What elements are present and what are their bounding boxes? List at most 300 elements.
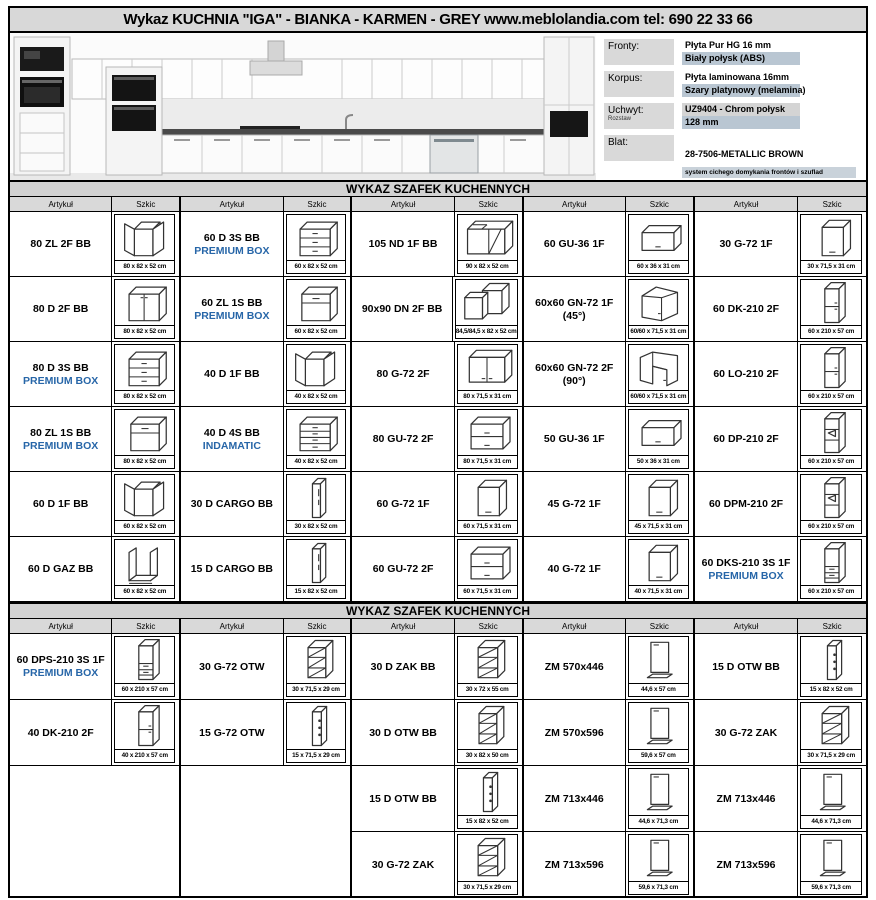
article-cell	[524, 832, 626, 897]
spec-row-blat	[604, 135, 864, 161]
header-pair	[352, 619, 523, 634]
article-code: 40 D 1F BB	[204, 368, 260, 380]
article-code: 15 D CARGO BB	[190, 563, 273, 575]
dimensions-label: 40 x 71,5 x 31 cm	[629, 585, 688, 598]
sketch-cell	[798, 407, 866, 471]
catalog-cell-pair	[352, 472, 523, 537]
article-code: (90°)	[562, 374, 586, 387]
sketch-box	[457, 834, 518, 895]
dimensions-label: 44,6 x 57 cm	[629, 683, 688, 696]
header-pair	[695, 619, 866, 634]
dimensions-label: 60 x 82 x 52 cm	[115, 520, 174, 533]
sketch-cell	[626, 766, 693, 831]
col-header-artykul: Artykuł	[10, 197, 112, 211]
base-2door-icon	[115, 280, 174, 325]
sketch-cell	[112, 212, 179, 276]
open-narrow-icon	[287, 703, 346, 749]
empty-sketch-cell	[112, 832, 179, 897]
dimensions-label: 30 x 72 x 55 cm	[458, 683, 517, 696]
article-code: 30 D ZAK BB	[370, 660, 436, 673]
col-header-szkic: Szkic	[307, 621, 327, 631]
article-code: 60 DKS-210 3S 1F	[701, 556, 791, 569]
article-code: 90x90 DN 2F BB	[361, 303, 443, 315]
sketch-box	[286, 702, 347, 763]
sketch-cell	[455, 700, 522, 765]
col-header-szkic: Szkic	[136, 621, 156, 631]
article-cell	[181, 700, 283, 765]
spec-value: Płyta laminowana 16mm	[685, 72, 790, 82]
sketch-box	[628, 409, 689, 469]
sketch-box	[800, 474, 862, 534]
sketch-cell	[284, 472, 351, 536]
drawers-4-icon	[287, 410, 346, 455]
article-code: 60 ZL 1S BB	[201, 296, 263, 309]
section-title: WYKAZ SZAFEK KUCHENNYCH	[10, 602, 866, 619]
base-open-icon	[115, 475, 174, 520]
shelf-open-icon	[287, 637, 346, 683]
col-header-artykul: Artykuł	[524, 619, 626, 633]
dimensions-label: 40 x 210 x 57 cm	[115, 749, 174, 762]
base-open-icon	[287, 345, 346, 390]
tall-drawers-icon	[801, 540, 861, 585]
spec-label: Blat:	[604, 135, 674, 161]
dimensions-label: 60 x 210 x 57 cm	[801, 520, 861, 533]
article-cell	[10, 342, 112, 406]
sketch-box	[286, 279, 347, 339]
sketch-box	[114, 279, 175, 339]
article-cell	[181, 407, 283, 471]
article-cell	[352, 700, 454, 765]
article-cell	[695, 634, 799, 699]
sketch-box	[628, 702, 689, 763]
column-header-row	[10, 619, 866, 634]
spec-sublabel: Rozstaw	[608, 116, 632, 122]
wall-2door-icon	[458, 345, 517, 390]
spec-value: Biały połysk (ABS)	[682, 52, 800, 65]
dimensions-label: 80 x 82 x 52 cm	[115, 325, 174, 338]
catalog-cell-pair	[524, 342, 695, 407]
article-cell	[695, 472, 799, 536]
section-title: WYKAZ SZAFEK KUCHENNYCH	[10, 180, 866, 197]
article-code: 80 G-72 2F	[376, 368, 430, 380]
cargo-icon	[287, 540, 346, 585]
sketch-cell	[626, 472, 693, 536]
wall-low-icon	[629, 215, 688, 260]
sketch-box	[800, 768, 862, 829]
sketch-box	[800, 279, 862, 339]
sketch-box	[628, 636, 689, 697]
dimensions-label: 60 x 71,5 x 31 cm	[458, 520, 517, 533]
article-cell	[352, 407, 454, 471]
header-pair	[695, 197, 866, 212]
empty-article-cell	[181, 832, 283, 897]
catalog-cell-pair	[181, 537, 352, 602]
article-code: ZM 570x596	[544, 726, 604, 739]
article-cell	[695, 766, 799, 831]
article-cell	[181, 472, 283, 536]
col-header-artykul: Artykuł	[524, 197, 626, 211]
empty-article-cell	[10, 766, 112, 832]
dimensions-label: 60 x 210 x 57 cm	[801, 325, 861, 338]
sketch-cell	[455, 832, 522, 897]
article-cell	[524, 700, 626, 765]
wall-flap-2-icon	[458, 410, 517, 455]
sketch-cell	[455, 212, 522, 276]
document-page	[8, 6, 868, 898]
catalog-cell-pair	[352, 407, 523, 472]
catalog-cell-pair	[181, 832, 352, 898]
article-code: 60 D 3S BB	[203, 231, 260, 244]
hero-section	[10, 33, 866, 180]
col-header-szkic: Szkic	[478, 199, 498, 209]
sketch-box	[114, 539, 175, 599]
article-code: 30 G-72 1F	[719, 238, 773, 250]
sketch-cell	[284, 277, 351, 341]
dimensions-label: 80 x 71,5 x 31 cm	[458, 455, 517, 468]
article-cell	[10, 212, 112, 276]
table-row	[10, 212, 866, 277]
sketch-cell	[626, 700, 693, 765]
catalog-cell-pair	[352, 342, 523, 407]
article-cell	[695, 537, 799, 601]
catalog-cell-pair	[695, 766, 866, 832]
dimensions-label: 84,5/84,5 x 82 x 52 cm	[456, 325, 517, 338]
col-header-szkic: Szkic	[478, 621, 498, 631]
catalog-cell-pair	[10, 766, 181, 832]
silent-close-note: system cichego domykania frontów i szuflad	[682, 167, 856, 178]
tall-2door-icon	[801, 280, 861, 325]
dimensions-label: 90 x 82 x 52 cm	[458, 260, 517, 273]
article-code: 60 D 1F BB	[32, 498, 89, 510]
sketch-cell	[112, 634, 179, 699]
dimensions-label: 60 x 210 x 57 cm	[801, 585, 861, 598]
empty-article-cell	[181, 766, 283, 832]
catalog-cell-pair	[181, 700, 352, 766]
wall-door-icon	[458, 475, 517, 520]
catalog-cell-pair	[524, 407, 695, 472]
sketch-cell	[626, 537, 693, 601]
article-code: ZM 713x596	[716, 858, 776, 871]
catalog-cell-pair	[695, 537, 866, 602]
article-cell	[524, 407, 626, 471]
catalog-cell-pair	[352, 832, 523, 898]
catalog-cell-pair	[181, 634, 352, 700]
corner-base-icon	[456, 280, 517, 325]
title-bar	[10, 8, 866, 33]
article-cell	[352, 832, 454, 897]
sketch-box	[286, 344, 347, 404]
article-cell	[181, 212, 283, 276]
article-code: 105 ND 1F BB	[368, 238, 438, 250]
spec-value: Płyta Pur HG 16 mm	[685, 40, 772, 50]
col-header-szkic: Szkic	[822, 621, 842, 631]
frame-open-icon	[115, 540, 174, 585]
sketch-box	[800, 702, 862, 763]
catalog-cell-pair	[524, 472, 695, 537]
dimensions-label: 44,6 x 71,3 cm	[629, 815, 688, 828]
sketch-cell	[798, 700, 866, 765]
wall-door-icon	[629, 475, 688, 520]
dimensions-label: 60 x 82 x 52 cm	[287, 260, 346, 273]
article-code: 60x60 GN-72 2F	[535, 361, 614, 374]
sketch-cell	[455, 472, 522, 536]
shelf-rounded-icon	[458, 835, 517, 881]
sketch-box	[457, 344, 518, 404]
tall-drawers-icon	[115, 637, 174, 683]
panel-icon	[629, 703, 688, 749]
spec-value: Szary platynowy (melamina)	[682, 84, 800, 97]
spec-value: 28-7506-METALLIC BROWN	[685, 149, 804, 159]
sketch-box	[114, 702, 175, 763]
table-row	[10, 700, 866, 766]
table-row	[10, 766, 866, 832]
sketch-cell	[284, 700, 351, 765]
dimensions-label: 59,6 x 71,3 cm	[629, 881, 688, 894]
sketch-cell	[112, 407, 179, 471]
catalog-cell-pair	[524, 212, 695, 277]
article-code: 45 G-72 1F	[547, 498, 601, 510]
col-header-artykul: Artykuł	[695, 619, 799, 633]
dimensions-label: 44,6 x 71,3 cm	[801, 815, 861, 828]
catalog-cell-pair	[352, 766, 523, 832]
sketch-box	[800, 214, 862, 274]
sketch-cell	[112, 537, 179, 601]
sketch-box	[457, 409, 518, 469]
dimensions-label: 60 x 82 x 52 cm	[115, 585, 174, 598]
base-flap-icon	[287, 280, 346, 325]
catalog-cell-pair	[695, 342, 866, 407]
sketch-cell	[455, 766, 522, 831]
sketch-box	[286, 409, 347, 469]
panel-icon	[629, 835, 688, 881]
sketch-box	[114, 636, 175, 697]
catalog-cell-pair	[352, 700, 523, 766]
article-code: 40 DK-210 2F	[27, 726, 94, 739]
col-header-artykul: Artykuł	[181, 197, 283, 211]
dimensions-label: 80 x 82 x 52 cm	[115, 455, 174, 468]
dimensions-label: 60 x 210 x 57 cm	[115, 683, 174, 696]
tall-shelves-icon	[801, 475, 861, 520]
sketch-cell	[626, 212, 693, 276]
article-cell	[352, 212, 454, 276]
article-code: ZM 570x446	[544, 660, 604, 673]
header-pair	[181, 619, 352, 634]
catalog-cell-pair	[695, 700, 866, 766]
article-code: 40 G-72 1F	[547, 563, 601, 575]
base-open-icon	[115, 215, 174, 260]
brand-label: PREMIUM BOX	[23, 374, 99, 387]
sketch-box	[286, 214, 347, 274]
sketch-cell	[284, 342, 351, 406]
specs-panel	[596, 33, 866, 180]
dimensions-label: 30 x 71,5 x 31 cm	[801, 260, 861, 273]
dimensions-label: 60/60 x 71,5 x 31 cm	[629, 390, 688, 403]
col-header-szkic: Szkic	[307, 199, 327, 209]
article-cell	[181, 342, 283, 406]
article-cell	[181, 277, 283, 341]
catalog-cell-pair	[10, 212, 181, 277]
article-code: 15 D OTW BB	[369, 792, 437, 805]
dimensions-label: 59,6 x 57 cm	[629, 749, 688, 762]
dimensions-label: 80 x 82 x 52 cm	[115, 260, 174, 273]
catalog-cell-pair	[10, 634, 181, 700]
shelf-rounded-icon	[458, 637, 517, 683]
catalog-cell-pair	[181, 212, 352, 277]
article-code: ZM 713x446	[716, 792, 776, 805]
article-cell	[524, 342, 626, 406]
sketch-box	[628, 474, 689, 534]
dimensions-label: 45 x 71,5 x 31 cm	[629, 520, 688, 533]
sketch-cell	[455, 634, 522, 699]
sketch-box	[114, 474, 175, 534]
sketch-cell	[284, 537, 351, 601]
article-code: 60 DK-210 2F	[713, 303, 779, 315]
spec-row-uchwyt	[604, 103, 864, 129]
drawers-3-icon	[287, 215, 346, 260]
catalog-cell-pair	[695, 832, 866, 898]
wall-low-icon	[629, 410, 688, 455]
brand-label: INDAMATIC	[202, 439, 261, 452]
article-code: ZM 713x596	[544, 858, 604, 871]
sketch-cell	[626, 832, 693, 897]
catalog-cell-pair	[695, 277, 866, 342]
catalog-cell-pair	[524, 277, 695, 342]
article-code: 80 GU-72 2F	[372, 433, 434, 445]
shelf-open-icon	[458, 703, 517, 749]
sketch-cell	[798, 766, 866, 831]
sketch-cell	[112, 472, 179, 536]
col-header-szkic: Szkic	[136, 199, 156, 209]
article-code: 60 GU-36 1F	[543, 238, 605, 250]
table-row	[10, 277, 866, 342]
dimensions-label: 30 x 82 x 52 cm	[287, 520, 346, 533]
article-code: 15 D OTW BB	[712, 660, 780, 673]
sketch-box	[286, 539, 347, 599]
catalog-cell-pair	[181, 472, 352, 537]
table-row	[10, 634, 866, 700]
dimensions-label: 80 x 82 x 52 cm	[115, 390, 174, 403]
dimensions-label: 30 x 71,5 x 29 cm	[458, 881, 517, 894]
article-cell	[352, 634, 454, 699]
dimensions-label: 15 x 82 x 52 cm	[287, 585, 346, 598]
brand-label: PREMIUM BOX	[23, 667, 99, 679]
article-cell	[10, 472, 112, 536]
table-row	[10, 342, 866, 407]
kitchen-render-image	[10, 33, 596, 180]
header-pair	[10, 197, 181, 212]
header-pair	[10, 619, 181, 634]
sketch-cell	[626, 407, 693, 471]
catalog-cell-pair	[181, 407, 352, 472]
sketch-box	[800, 636, 862, 697]
catalog-cell-pair	[695, 407, 866, 472]
sketch-box	[628, 214, 689, 274]
sketch-box	[628, 539, 689, 599]
article-code: 60x60 GN-72 1F	[535, 296, 614, 309]
corner-sink-icon	[458, 215, 517, 260]
dimensions-label: 60 x 210 x 57 cm	[801, 455, 861, 468]
sketch-cell	[798, 212, 866, 276]
sketch-box	[800, 539, 862, 599]
dimensions-label: 50 x 36 x 31 cm	[629, 455, 688, 468]
sketch-cell	[626, 342, 693, 406]
dimensions-label: 60 x 210 x 57 cm	[801, 390, 861, 403]
article-code: 60 GU-72 2F	[372, 563, 434, 575]
sketch-cell	[798, 472, 866, 536]
catalog-cell-pair	[352, 212, 523, 277]
article-cell	[695, 407, 799, 471]
spec-row-korpus	[604, 71, 864, 97]
sketch-cell	[798, 277, 866, 341]
cabinet-table	[10, 180, 866, 898]
dimensions-label: 30 x 71,5 x 29 cm	[801, 749, 861, 762]
sketch-box	[114, 344, 175, 404]
article-code: 40 D 4S BB	[203, 426, 260, 439]
sketch-box	[628, 344, 689, 404]
article-cell	[524, 212, 626, 276]
sketch-box	[800, 834, 862, 895]
article-cell	[695, 212, 799, 276]
article-cell	[10, 634, 112, 699]
article-code: 60 LO-210 2F	[713, 368, 779, 380]
article-code: 60 DPM-210 2F	[708, 498, 784, 510]
col-header-artykul: Artykuł	[352, 197, 454, 211]
catalog-cell-pair	[524, 832, 695, 898]
catalog-cell-pair	[10, 277, 181, 342]
sketch-box	[457, 768, 518, 829]
sketch-box	[457, 474, 518, 534]
sketch-box	[628, 768, 689, 829]
wall-door-icon	[801, 215, 861, 260]
dimensions-label: 60 x 82 x 52 cm	[287, 325, 346, 338]
article-code: 80 ZL 1S BB	[30, 426, 92, 439]
article-code: ZM 713x446	[544, 792, 604, 805]
table-row	[10, 472, 866, 537]
article-code: 80 ZL 2F BB	[30, 238, 91, 250]
catalog-cell-pair	[695, 212, 866, 277]
empty-sketch-cell	[284, 766, 351, 832]
catalog-cell-pair	[10, 407, 181, 472]
article-cell	[10, 700, 112, 765]
sketch-box	[114, 409, 175, 469]
panel-icon	[801, 835, 861, 881]
article-cell	[352, 537, 454, 601]
empty-sketch-cell	[112, 766, 179, 832]
article-cell	[524, 472, 626, 536]
spec-label: Korpus:	[604, 71, 674, 97]
cargo-icon	[287, 475, 346, 520]
dimensions-label: 80 x 71,5 x 31 cm	[458, 390, 517, 403]
dimensions-label: 30 x 71,5 x 29 cm	[287, 683, 346, 696]
dimensions-label: 30 x 82 x 50 cm	[458, 749, 517, 762]
article-cell	[695, 832, 799, 897]
article-cell	[695, 277, 799, 341]
sketch-box	[455, 279, 518, 339]
dimensions-label: 60 x 36 x 31 cm	[629, 260, 688, 273]
sketch-cell	[798, 832, 866, 897]
sketch-box	[628, 279, 689, 339]
dimensions-label: 40 x 82 x 52 cm	[287, 455, 346, 468]
catalog-cell-pair	[695, 472, 866, 537]
catalog-cell-pair	[10, 537, 181, 602]
dimensions-label: 59,6 x 71,3 cm	[801, 881, 861, 894]
sketch-cell	[284, 407, 351, 471]
sketch-cell	[112, 700, 179, 765]
sketch-box	[286, 636, 347, 697]
col-header-artykul: Artykuł	[352, 619, 454, 633]
sketch-cell	[453, 277, 522, 341]
sketch-box	[457, 636, 518, 697]
